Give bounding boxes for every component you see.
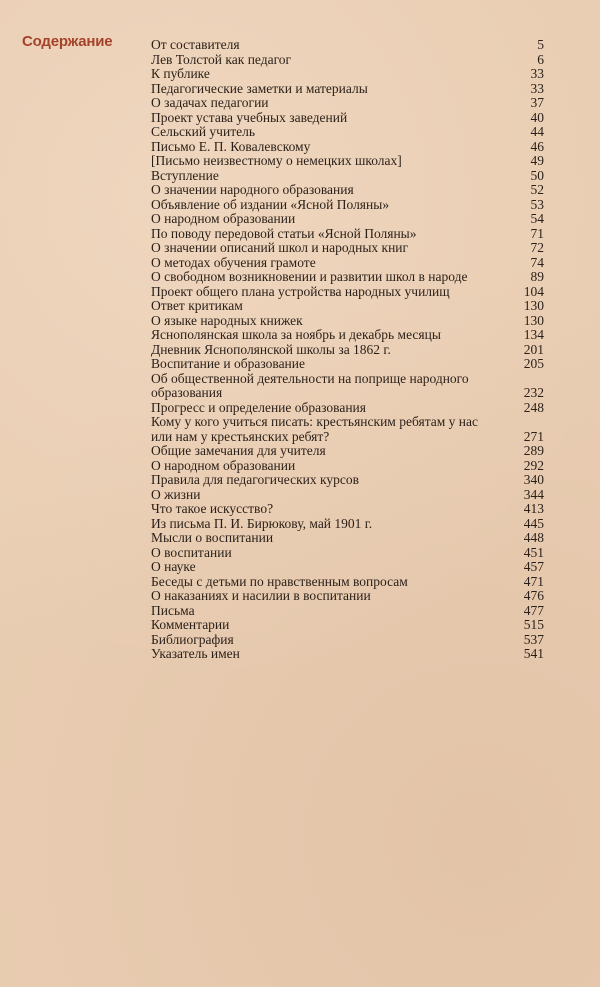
toc-entry — [151, 125, 544, 140]
toc-entry-title: Об общественной деятельности на поприще народного образования — [151, 370, 469, 400]
toc-entry-page-number: 477 — [523, 602, 544, 618]
toc-entry-title: Воспитание и образование — [151, 356, 305, 371]
toc-entry-title: Письмо Е. П. Ковалевскому — [151, 138, 311, 154]
toc-entry — [151, 459, 544, 474]
toc-entry-title: Из письма П. И. Бирюкову, май 1901 г. — [151, 515, 373, 531]
toc-entry — [151, 256, 544, 271]
toc-entry — [151, 502, 544, 517]
toc-entry-page-number: 201 — [523, 341, 544, 357]
toc-entry — [151, 546, 544, 561]
toc-entry-page-number: 49 — [530, 153, 544, 168]
toc-entry-page-number: 89 — [530, 269, 544, 284]
toc-entry-page-number: 340 — [523, 472, 544, 487]
toc-entry-title: Сельский учитель — [151, 124, 255, 139]
toc-entry — [151, 618, 544, 633]
toc-entry — [151, 96, 544, 111]
toc-entry — [151, 53, 544, 68]
toc-entry — [151, 589, 544, 604]
toc-entry-page-number: 471 — [523, 573, 544, 589]
toc-entry — [151, 343, 544, 358]
toc-entry — [151, 647, 544, 662]
toc-entry-page-number: 205 — [523, 356, 544, 371]
toc-entry-page-number: 134 — [523, 327, 544, 342]
toc-entry-title: Объявление об издании «Ясной Поляны» — [151, 196, 390, 212]
toc-entry-page-number: 248 — [523, 399, 544, 415]
toc-entry-title: Проект устава учебных заведений — [151, 109, 348, 125]
toc-entry-page-number: 413 — [523, 501, 544, 516]
toc-entry-page-number: 104 — [523, 283, 544, 299]
toc-entry — [151, 67, 544, 82]
toc-entry — [151, 154, 544, 169]
toc-entry-title: О задачах педагогии — [151, 95, 269, 110]
toc-entry-title: Письма — [151, 602, 195, 618]
toc-entry — [151, 285, 544, 300]
toc-entry-title: Проект общего плана устройства народных училищ — [151, 283, 450, 299]
toc-entry-page-number: 515 — [523, 617, 544, 632]
toc-entry-page-number: 71 — [530, 225, 544, 241]
toc-entry — [151, 560, 544, 575]
toc-entry-title: О воспитании — [151, 544, 232, 560]
toc-entry-title: Кому у кого учиться писать: крестьянским ребятам у нас или нам у крестьянских ребят? — [151, 414, 478, 444]
toc-entry — [151, 140, 544, 155]
toc-entry-title: О жизни — [151, 486, 201, 502]
toc-entry — [151, 357, 544, 372]
toc-entry-page-number: 271 — [523, 428, 544, 444]
toc-entry-page-number: 53 — [530, 196, 544, 212]
toc-entry-title: [Письмо неизвестному о немецких школах] — [151, 153, 402, 168]
toc-entry-page-number: 37 — [530, 95, 544, 110]
toc-entry — [151, 270, 544, 285]
toc-entry-page-number: 541 — [523, 646, 544, 661]
toc-entry-title: Ответ критикам — [151, 298, 243, 313]
toc-entry-page-number: 6 — [537, 51, 544, 67]
toc-entry — [151, 401, 544, 416]
toc-entry — [151, 111, 544, 126]
toc-entry-page-number: 33 — [530, 80, 544, 96]
toc-entry-title: О языке народных книжек — [151, 312, 303, 328]
toc-entry-title: Прогресс и определение образования — [151, 399, 366, 415]
toc-entry — [151, 604, 544, 619]
toc-entry-title: Общие замечания для учителя — [151, 443, 326, 458]
toc-entry — [151, 82, 544, 97]
toc-entry-title: Педагогические заметки и материалы — [151, 80, 368, 96]
toc-entry-title: Библиография — [151, 631, 234, 647]
toc-entry — [151, 299, 544, 314]
toc-entry — [151, 531, 544, 546]
toc-entry-page-number: 74 — [530, 254, 544, 270]
toc-entry-title: Яснополянская школа за ноябрь и декабрь месяцы — [151, 327, 441, 342]
toc-entry-title: Мысли о воспитании — [151, 530, 274, 545]
toc-entry-page-number: 476 — [523, 588, 544, 603]
toc-entry-page-number: 289 — [523, 443, 544, 458]
toc-entry-page-number: 44 — [530, 124, 544, 139]
toc-entry-title: О народном образовании — [151, 457, 296, 473]
toc-entry-page-number: 292 — [523, 457, 544, 473]
toc-entry-page-number: 52 — [530, 182, 544, 197]
toc-entry — [151, 314, 544, 329]
toc-entry-title: О народном образовании — [151, 211, 296, 226]
toc-entry — [151, 633, 544, 648]
toc-entry-title: Комментарии — [151, 617, 230, 632]
toc-entry-title: По поводу передовой статьи «Ясной Поляны» — [151, 225, 417, 241]
toc-entry — [151, 488, 544, 503]
toc-entry — [151, 183, 544, 198]
toc-entry-title: О значении народного образования — [151, 182, 354, 197]
toc-entry-page-number: 72 — [530, 240, 544, 255]
toc-entry-title: О наказаниях и насилии в воспитании — [151, 588, 371, 603]
toc-entry-title: Что такое искусство? — [151, 501, 274, 516]
toc-entry-page-number: 40 — [530, 109, 544, 125]
toc-heading: Содержание — [22, 33, 113, 50]
toc-entry-title: Указатель имен — [151, 646, 240, 661]
toc-entry-title: Правила для педагогических курсов — [151, 472, 359, 487]
table-of-contents — [151, 38, 544, 662]
toc-entry-title: О значении описаний школ и народных книг — [151, 240, 409, 255]
toc-entry-title: Вступление — [151, 167, 219, 183]
toc-entry — [151, 517, 544, 532]
toc-entry — [151, 444, 544, 459]
toc-entry — [151, 169, 544, 184]
toc-entry — [151, 372, 544, 401]
toc-entry — [151, 473, 544, 488]
toc-entry — [151, 575, 544, 590]
toc-entry — [151, 241, 544, 256]
toc-entry-title: О свободном возникновении и развитии школ в народе — [151, 269, 468, 284]
toc-entry-page-number: 46 — [530, 138, 544, 154]
toc-entry-page-number: 451 — [523, 544, 544, 560]
toc-entry — [151, 198, 544, 213]
toc-entry-title: Лев Толстой как педагог — [151, 51, 292, 67]
toc-entry-page-number: 537 — [523, 631, 544, 647]
toc-entry-title: От составителя — [151, 37, 240, 52]
toc-entry — [151, 38, 544, 53]
toc-entry — [151, 415, 544, 444]
toc-entry-page-number: 130 — [523, 312, 544, 328]
toc-entry-page-number: 5 — [537, 37, 544, 52]
toc-entry-title: Беседы с детьми по нравственным вопросам — [151, 573, 408, 589]
toc-entry-page-number: 457 — [523, 559, 544, 574]
toc-entry-page-number: 130 — [523, 298, 544, 313]
toc-entry — [151, 212, 544, 227]
toc-entry-title: Дневник Яснополянской школы за 1862 г. — [151, 341, 391, 357]
toc-entry-page-number: 448 — [523, 530, 544, 545]
toc-entry-page-number: 50 — [530, 167, 544, 183]
toc-entry-title: К публике — [151, 66, 210, 81]
toc-entry-title: О науке — [151, 559, 196, 574]
toc-entry-page-number: 232 — [523, 385, 544, 400]
toc-entry-title: О методах обучения грамоте — [151, 254, 316, 270]
toc-entry — [151, 227, 544, 242]
toc-entry-page-number: 33 — [530, 66, 544, 81]
toc-entry-page-number: 445 — [523, 515, 544, 531]
toc-entry-page-number: 344 — [523, 486, 544, 502]
toc-entry — [151, 328, 544, 343]
toc-entry-page-number: 54 — [530, 211, 544, 226]
